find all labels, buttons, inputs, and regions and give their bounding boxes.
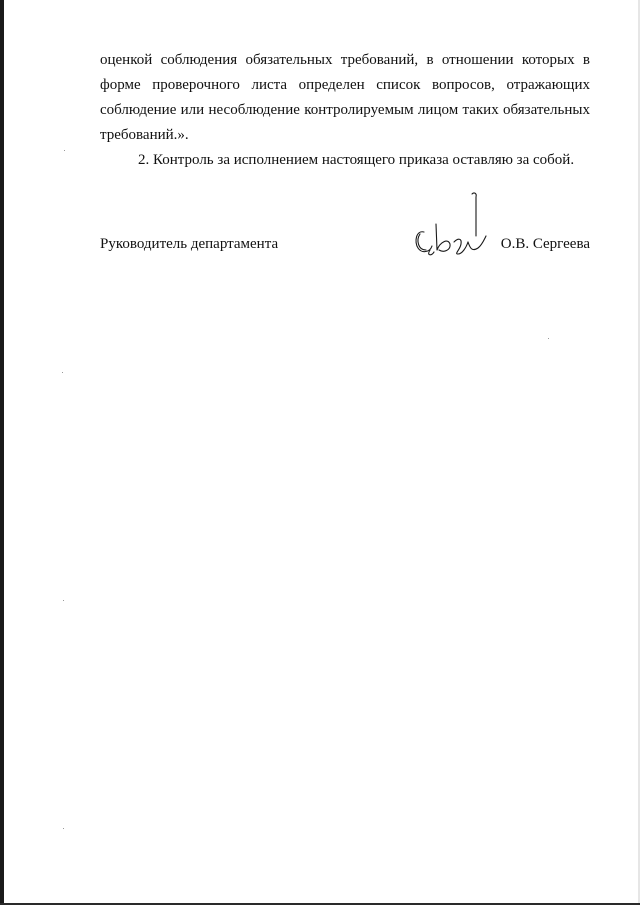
- signatory-name: О.В. Сергеева: [500, 236, 590, 252]
- scan-speck: [62, 372, 63, 373]
- paragraph-item-2: 2. Контроль за исполнением настоящего приказа оставляю за собой.: [138, 152, 575, 168]
- signature-block: [100, 228, 590, 268]
- document-body: [100, 48, 590, 173]
- paragraph-continuation: оценкой соблюдения обязательных требований, в отношении которых в форме проверочного листа определен список вопросов, отражающих соблюдение или несоблюдение контролируемым лицом таких обязательных требований.».: [100, 52, 590, 143]
- signatory-position: Руководитель департамента: [100, 236, 279, 252]
- scan-speck: [63, 600, 64, 601]
- handwritten-signature: [404, 190, 496, 270]
- scan-edge-left: [0, 0, 4, 905]
- scan-speck: [63, 828, 64, 829]
- scan-speck: [548, 338, 549, 339]
- scan-speck: [64, 150, 65, 151]
